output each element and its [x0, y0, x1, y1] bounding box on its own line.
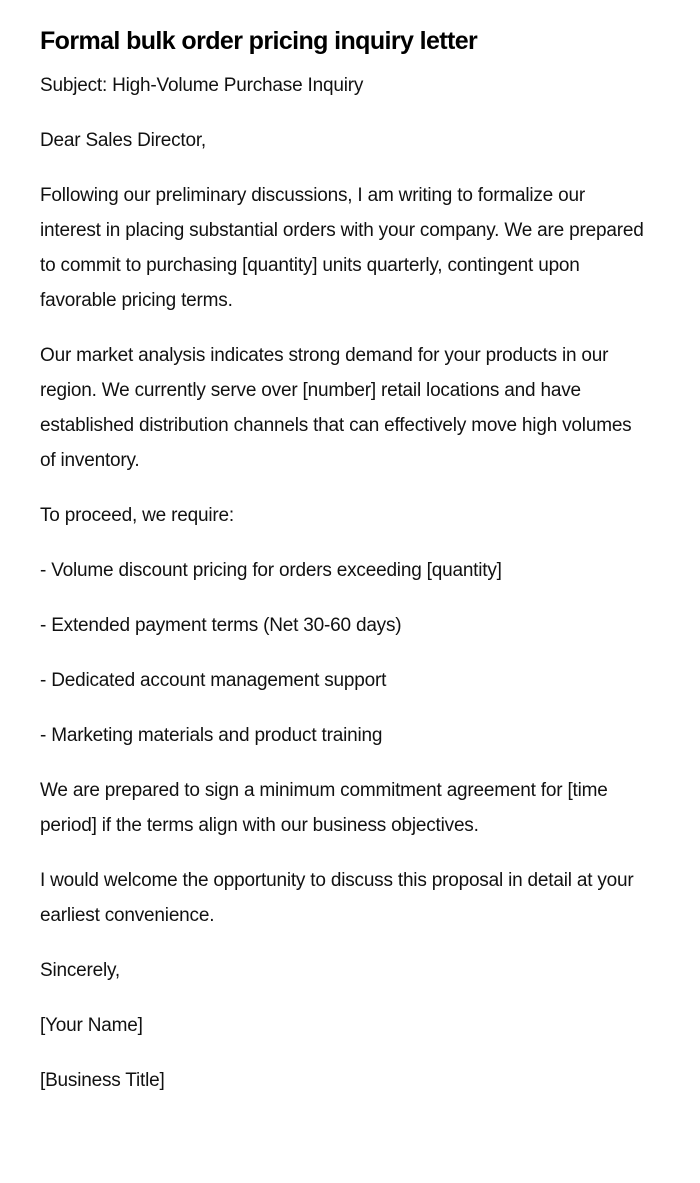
signature-title: [Business Title] — [40, 1070, 165, 1091]
salutation: Dear Sales Director, — [40, 130, 207, 151]
requirements-intro: To proceed, we require: — [40, 505, 234, 526]
subject-line: Subject: High-Volume Purchase Inquiry — [40, 75, 364, 96]
closing-paragraph: I would welcome the opportunity to discuss this proposal in detail at your earliest convenience. — [40, 870, 634, 926]
sign-off: Sincerely, — [40, 960, 121, 981]
requirement-item: - Marketing materials and product training — [40, 725, 383, 746]
requirement-item: - Dedicated account management support — [40, 670, 387, 691]
requirement-item: - Extended payment terms (Net 30-60 days) — [40, 615, 402, 636]
document-title: Formal bulk order pricing inquiry letter — [40, 27, 478, 55]
body-paragraph: Following our preliminary discussions, I am writing to formalize our interest in placing substantial orders with your company. We are prepared to commit to purchasing [quantity] units quarterly, contingent upon favorable pricing terms. — [40, 185, 644, 311]
signature-name: [Your Name] — [40, 1015, 143, 1036]
body-paragraph: Our market analysis indicates strong demand for your products in our region. We currently serve over [number] retail locations and have established distribution channels that can effectively move high volumes of inventory. — [40, 345, 632, 471]
requirement-item: - Volume discount pricing for orders exceeding [quantity] — [40, 560, 502, 581]
letter — [40, 22, 650, 1118]
closing-paragraph: We are prepared to sign a minimum commitment agreement for [time period] if the terms align with our business objectives. — [40, 780, 608, 836]
